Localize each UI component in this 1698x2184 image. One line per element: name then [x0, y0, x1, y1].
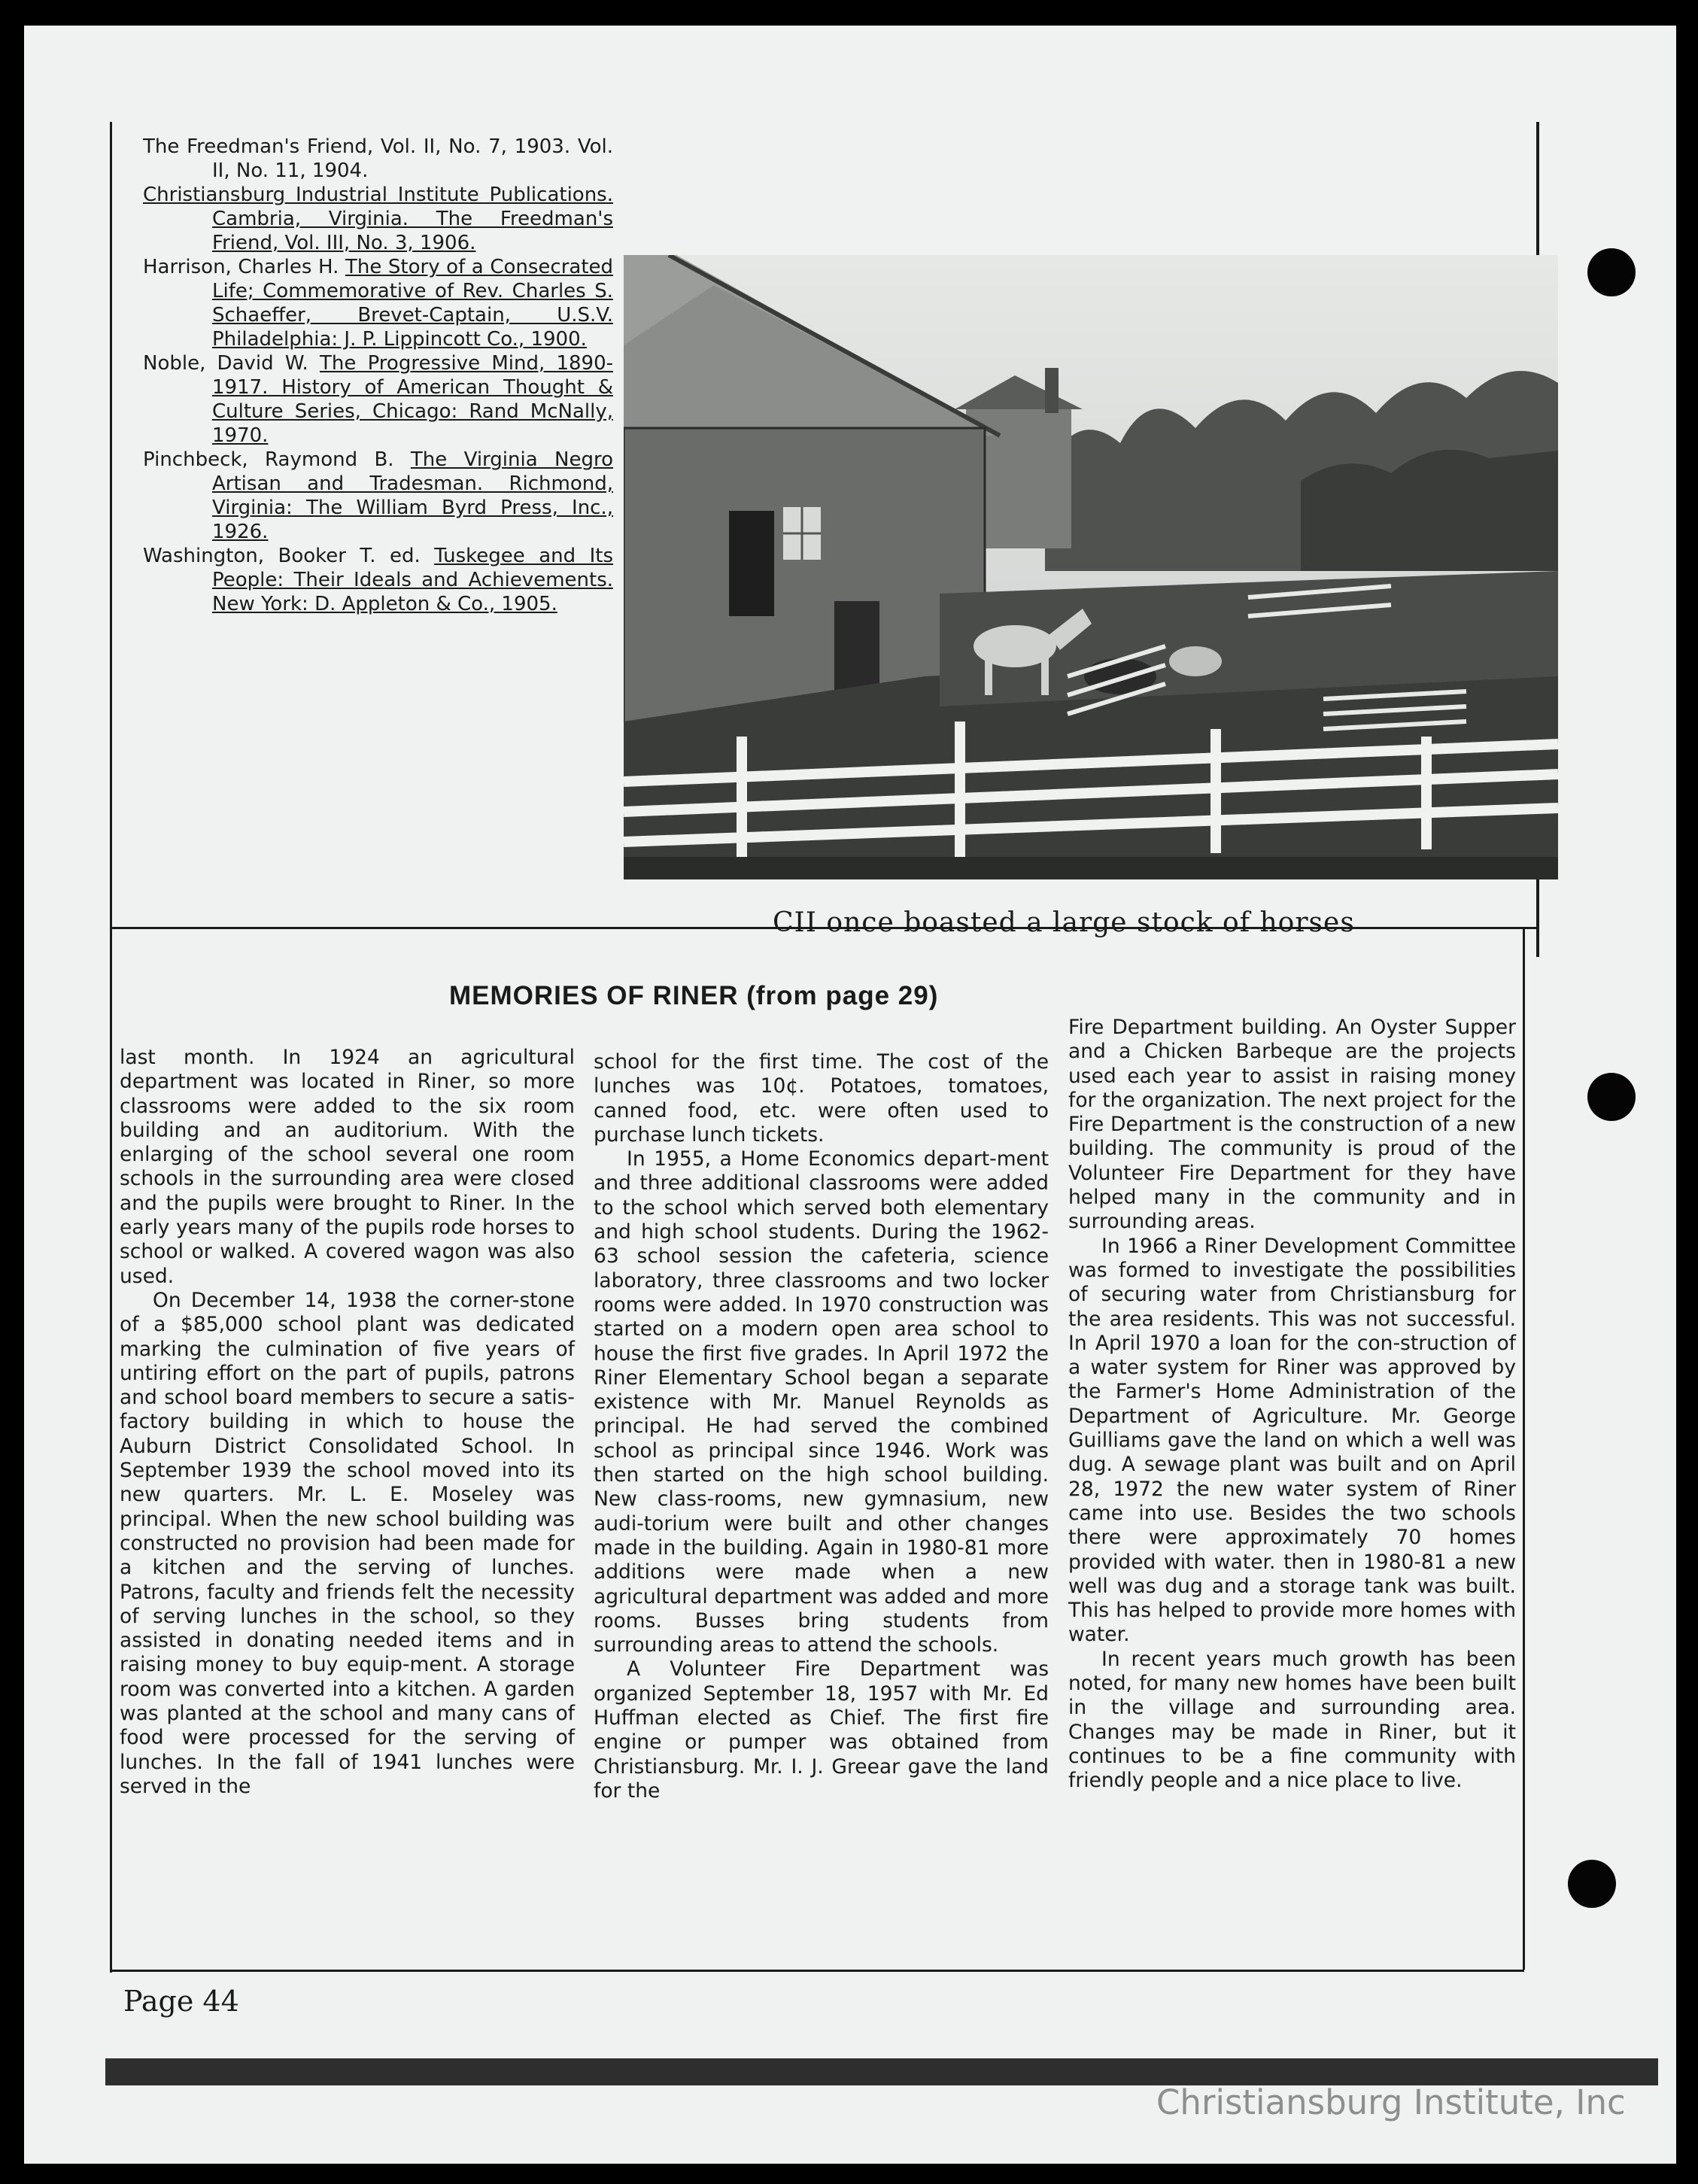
article-title: MEMORIES OF RINER (from page 29) — [449, 981, 939, 1010]
horses-photo — [624, 255, 1558, 879]
article-paragraph: In 1955, a Home Economics depart-ment and three additional classrooms were added to the school which served both elementary and high school students. During the 1962-63 school session the cafeteria, science laboratory, three classrooms and two locker rooms were added. In 1970 construction was started on a modern open area school to house the first five grades. In April 1972 the Riner Elementary School began a separate existence with Mr. Manuel Reynolds as principal. He had served the combined school as principal since 1946. Work was then started on the high school building. New class-rooms, new gymnasium, new audi-torium were built and other changes made in the building. Again in 1980-81 more additions were made when a new agricultural department was added and more rooms. Busses bring students from surrounding areas to attend the schools. — [594, 1147, 1049, 1657]
bibliography-entry — [143, 544, 613, 616]
bibliography-entry — [143, 183, 613, 255]
article-paragraph: In recent years much growth has been noted, for many new homes have been built in the village and surrounding area. Changes may be made in Riner, but it continues to be a fine community with friendly people and a nice place to live. — [1068, 1647, 1516, 1793]
article-column-1 — [120, 1046, 575, 1799]
frame-bottom-border — [110, 1970, 1524, 1972]
frame-left-border — [110, 122, 112, 1973]
bibliography-entry — [143, 448, 613, 544]
punch-hole-middle — [1587, 1073, 1636, 1121]
frame-right-border-bottom — [1523, 928, 1525, 1970]
bibliography-author: Harrison, Charles H. — [143, 256, 339, 278]
bibliography-citation: The Freedman's Friend, Vol. II, No. 7, 1903. Vol. II, No. 11, 1904. — [143, 135, 613, 182]
bibliography-citation: The Virginia Negro Artisan and Tradesman. Richmond, Virginia: The William Byrd Press, Inc., 1926. — [212, 448, 613, 543]
bibliography-citation: The Progressive Mind, 1890-1917. History of American Thought & Culture Series, Chicago: Rand McNally, 1970. — [212, 352, 613, 447]
bibliography-entry — [143, 135, 613, 183]
bibliography-citation: Christiansburg Industrial Institute Publications. Cambria, Virginia. The Freedman's Friend, Vol. III, No. 3, 1906. — [143, 184, 613, 254]
bibliography-author: Washington, Booker T. ed. — [143, 545, 421, 567]
bibliography-citation: The Story of a Consecrated Life; Commemorative of Rev. Charles S. Schaeffer, Brevet-Captain, U.S.V. Philadelphia: J. P. Lippincott Co., 1900. — [212, 256, 614, 351]
document-page — [24, 26, 1676, 2164]
article-column-3 — [1068, 1016, 1516, 1794]
punch-hole-bottom — [1568, 1860, 1616, 1908]
punch-hole-top — [1587, 248, 1636, 296]
watermark-text: Christiansburg Institute, Inc — [1156, 2082, 1626, 2122]
article-paragraph: On December 14, 1938 the corner-stone of a $85,000 school plant was dedicated marking the culmination of five years of untiring effort on the part of pupils, patrons and school board members to secure a satis-factory building in which to house the Auburn District Consolidated School. In September 1939 the school moved into its new quarters. Mr. L. E. Moseley was principal. When the new school building was constructed no provision had been made for a kitchen and the serving of lunches. Patrons, faculty and friends felt the necessity of serving lunches in the school, so they assisted in donating needed items and in raising money to buy equip-ment. A storage room was converted into a kitchen. A garden was planted at the school and many cans of food were processed for the serving of lunches. In the fall of 1941 lunches were served in the — [120, 1288, 575, 1798]
bibliography-list — [143, 135, 613, 616]
bibliography-author: Noble, David W. — [143, 352, 308, 375]
bibliography-author: Pinchbeck, Raymond B. — [143, 448, 394, 471]
bibliography-entry — [143, 351, 613, 448]
bibliography-citation: Tuskegee and Its People: Their Ideals and Achievements. New York: D. Appleton & Co., 1905. — [212, 545, 614, 615]
photo-caption: CII once boasted a large stock of horses — [773, 907, 1355, 938]
article-paragraph: last month. In 1924 an agricultural department was located in Riner, so more classrooms were added to the six room building and an auditorium. With the enlarging of the school several one room schools in the surrounding area were closed and the pupils were brought to Riner. In the early years many of the pupils rode horses to school or walked. A covered wagon was also used. — [120, 1046, 575, 1288]
article-paragraph: In 1966 a Riner Development Committee was formed to investigate the possibilities of securing water from Christiansburg for the area residents. This was not successful. In April 1970 a loan for the con-struction of a water system for Riner was approved by the Farmer's Home Administration of the Department of Agriculture. Mr. George Guilliams gave the land on which a well was dug. A sewage plant was built and on April 28, 1972 the new water system of Riner came into use. Besides the two schools there were approximately 70 homes provided with water. then in 1980-81 a new well was dug and a storage tank was built. This has helped to provide more homes with water. — [1068, 1234, 1516, 1647]
article-paragraph: school for the first time. The cost of the lunches was 10¢. Potatoes, tomatoes, canned food, etc. were often used to purchase lunch tickets. — [594, 1050, 1049, 1147]
article-column-2 — [594, 1050, 1049, 1803]
article-paragraph: A Volunteer Fire Department was organized September 18, 1957 with Mr. Ed Huffman elected as Chief. The first fire engine or pumper was obtained from Christiansburg. Mr. I. J. Greear gave the land for the — [594, 1657, 1049, 1803]
bibliography-entry — [143, 255, 613, 351]
article-paragraph: Fire Department building. An Oyster Supper and a Chicken Barbeque are the projects used each year to assist in raising money for the organization. The next project for the Fire Department is the construction of a new building. The community is proud of the Volunteer Fire Department for they have helped many in the community and in surrounding areas. — [1068, 1016, 1516, 1234]
footer-bar — [105, 2058, 1658, 2085]
page-number: Page 44 — [123, 1985, 239, 2018]
